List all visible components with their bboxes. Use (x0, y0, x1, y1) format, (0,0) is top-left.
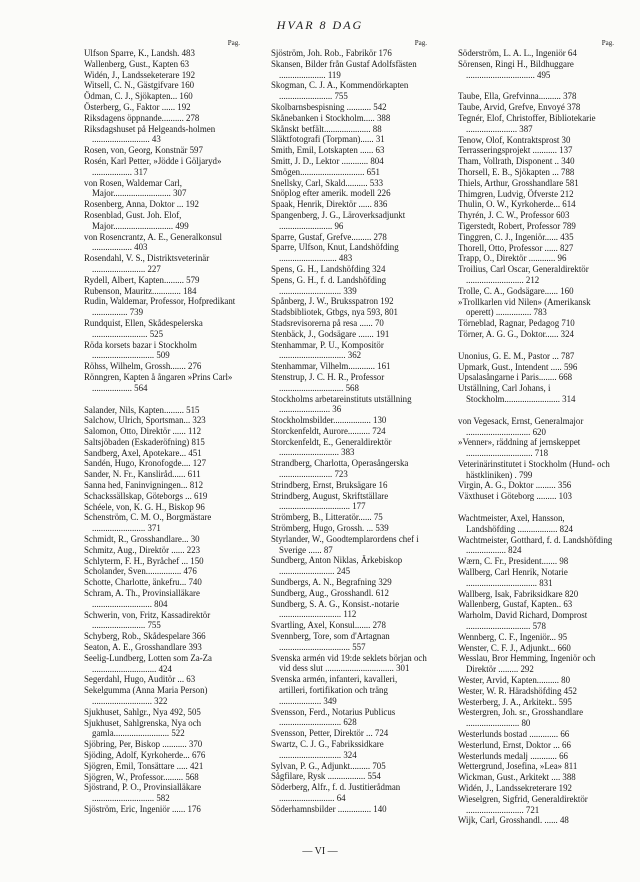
index-entry: Witsell, C. N., Gästgifvare 160 (84, 80, 195, 91)
index-entry: Taube, Ella, Grefvinna.......... 378 (458, 91, 577, 102)
page-number: — VI — (302, 846, 338, 857)
pag-label: Pag. (601, 39, 614, 47)
index-entry: Unonius, G. E. M., Pastor ... 787 (458, 350, 575, 361)
index-entry: Warholm, David Richard, Domprost ............................. 578 (458, 610, 588, 632)
index-entry: Sörensen, Ringi H., Bildhuggare ............................... 495 (458, 58, 574, 80)
index-entry: Sjögren, Emil, Tonsättare ..... 421 (84, 760, 204, 771)
index-entry: Wallberg, Carl Henrik, Notarie ................................ 831 (458, 567, 568, 588)
index-entry: Strindberg, August, Skriftställare ................................ 177 (271, 490, 389, 512)
index-entry: von Rosen, Waldemar Carl, Major.......................... 307 (84, 177, 187, 199)
index-entry: Schyberg, Rob., Skådespelare 366 (84, 631, 206, 642)
index-entry: Sjöding, Adolf, Kyrkoherde... 676 (84, 750, 206, 760)
index-entry: Sandén, Hugo, Kronofogde.... 127 (84, 458, 207, 469)
index-entry: Thimgren, Ludvig, Öfverste 212 (458, 188, 574, 199)
index-entry: von Rosencrantz, A. E., Generalkonsul .................. 403 (84, 231, 223, 253)
index-entry: Snöplog efter amerik. modell 226 (271, 188, 391, 199)
index-entry: Segerdahl, Hugo, Auditör ... 63 (84, 674, 196, 685)
index-entry: Schotte, Charlotte, änkefru... 740 (84, 577, 202, 588)
index-entry: Sundberg, S. A. G., Konsist.-notarie ............................ 112 (271, 598, 400, 620)
index-entry: Sjukhuset, Sahlgrenska, Nya och gamla......................... 522 (84, 717, 202, 739)
index-entry: Veterinärinstitutet i Stockholm (Hund- och hästkliniken) . 799 (458, 458, 610, 480)
index-entry: Strandberg, Charlotta, Operasångerska ........................ 723 (271, 458, 409, 480)
pag-label: Pag. (414, 39, 427, 47)
index-entry: Tinggren, C. J., Ingeniör...... 435 (458, 231, 574, 242)
index-entry: Växthuset i Göteborg ......... 103 (458, 491, 572, 502)
index-entry: Stenhammar, P. U., Kompositör .............................. 362 (271, 339, 384, 361)
index-entry: Westergren, Joh. sr., Grosshandlare ........................ 80 (458, 707, 584, 729)
index-entry: Sundberg, Anton Niklas, Ärkebiskop ......................... 245 (271, 555, 403, 577)
index-entry: Törneblad, Ragnar, Pedagog 710 (458, 318, 575, 329)
index-entry: Seelig-Lundberg, Lotten som Za-Za ............................. 424 (84, 652, 212, 674)
index-entry: Stenstrup, J. C. H. R., Professor ............................. 568 (271, 371, 385, 393)
index-entry: Sparre, Ulfson, Knut, Landshöfding .......................... 483 (271, 242, 399, 264)
index-entry: Thyrén, J. C. W., Professor 603 (458, 210, 570, 221)
section-gap (458, 80, 614, 91)
index-entry: Swartz, C. J. G., Fabrikssidkare ............................ 324 (271, 739, 384, 760)
index-entry: Österberg, G., Faktor ...... 192 (84, 101, 191, 112)
index-entry: Stadsbibliotek, Gtbgs, nya 593, 801 (271, 307, 398, 318)
index-entry: von Vegesack, Ernst, Generalmajor ............................. 620 (458, 415, 584, 437)
index-columns (84, 38, 614, 828)
index-entry: Tham, Vollrath, Disponent .. 340 (458, 156, 575, 167)
index-entry: Skånskt betfält..................... 88 (271, 123, 382, 134)
index-entry: »Trollkarlen vid Nilen» (Amerikansk operett) ................ 783 (458, 296, 591, 318)
index-entry: Westerberg, J. A., Arkitekt.. 595 (458, 696, 572, 707)
index-entry: Wijk, Carl, Grosshandl. ...... 48 (458, 815, 569, 826)
pag-label: Pag. (227, 39, 240, 47)
index-entry: Westerlunds bostad ............. 66 (458, 729, 570, 740)
index-entry: Salchow, Ulrich, Sportsman... 323 (84, 415, 206, 426)
index-entry: Rydell, Albert, Kapten......... 579 (84, 274, 200, 285)
index-entry: Söderström, L. A. L., Ingeniör 64 (458, 48, 577, 58)
index-entry: Sundberg, Aug., Grosshandl. 612 (271, 587, 389, 598)
index-entry: Törner, A. G. G., Doktor...... 324 (458, 328, 574, 339)
index-entry: Riksdagshuset på Helgeands-holmen .......................... 43 (84, 123, 216, 145)
index-entry: Sandberg, Axel, Apotekare... 451 (84, 447, 202, 458)
index-entry: Rundquist, Ellen, Skådespelerska ......................... 525 (84, 317, 203, 339)
index-entry: Tigerstedt, Robert, Professor 789 (458, 220, 576, 231)
index-entry: Svensson, Ferd., Notarius Publicus ............................ 628 (271, 706, 396, 728)
index-entry: Strömberg, B., Litteratör...... 75 (271, 512, 383, 523)
section-gap (458, 340, 614, 351)
index-entry: Thorell, Otto, Professor ...... 827 (458, 242, 574, 253)
index-entry: Thulin, O. W., Kyrkoherde... 614 (458, 199, 576, 210)
index-entry: Schmidt, R., Grosshandlare... 30 (84, 534, 200, 545)
index-entry: Rönngren, Kapten å ångaren »Prins Carl» .................. 564 (84, 371, 233, 393)
index-entry: Söderhamnsbilder ............... 140 (271, 803, 387, 814)
index-entry: Sjöström, Eric, Ingeniör ...... 176 (84, 803, 201, 814)
index-entry: Wieselgren, Sigfrid, Generaldirektör .......................... 721 (458, 793, 588, 815)
index-entry: Schwerin, von, Fritz, Kassadirektör ........................ 755 (84, 609, 211, 631)
index-entry: Stadsrevisorerna på resa ...... 70 (271, 317, 384, 328)
index-entry: Styrlander, W., Goodtemplarordens chef i Sverige ...... 87 (271, 533, 419, 555)
index-entry: Spens, G. H., Landshöfding 324 (271, 263, 386, 274)
index-entry: Rosendahl, V. S., Distriktsveterinär ........................ 227 (84, 253, 210, 274)
index-entry: Svenska armén vid 19:de seklets början och vid dess slut ............................... 301 (271, 652, 427, 674)
index-entry: Röda korsets bazar i Stockholm ............................ 509 (84, 339, 197, 361)
index-entry: Wallenberg, Gust., Kapten 63 (84, 58, 190, 69)
index-entry: Widén, J., Landsseketerare 192 (84, 69, 196, 80)
index-entry: Westerlunds medalj ............ 66 (458, 750, 568, 761)
index-entry: Tenow, Olof, Kontraktsprost 30 (458, 134, 571, 145)
index-entry: Sundbergs, A. N., Begrafning 329 (271, 577, 392, 588)
index-entry: Upsalasångarne i Paris........ 668 (458, 372, 573, 383)
index-entry: Svensson, Petter, Direktör ... 724 (271, 728, 389, 739)
index-entry: Rosenberg, Anna, Doktor ... 192 (84, 199, 199, 210)
index-entry: Wachtmeister, Gotthard, f. d. Landshöfding .................. 824 (458, 534, 613, 556)
index-entry: Schmitz, Aug., Direktör ...... 223 (84, 544, 201, 555)
index-entry: Westerlund, Ernst, Doktor ... 66 (458, 739, 571, 750)
index-column-1 (84, 38, 240, 828)
index-entry: Storckenfeldt, E., Generaldirektör ........................... 383 (271, 436, 392, 458)
index-entry: Salander, Nils, Kapten......... 515 (84, 404, 200, 415)
index-entry: Wærn, C. Fr., President....... 98 (458, 556, 569, 567)
index-entry: Sjöbring, Per, Biskop ........... 370 (84, 739, 203, 750)
index-entry: Wettergrund, Josefina, »Lea» 811 (458, 761, 578, 772)
index-entry: Rudin, Waldemar, Professor, Hofpredikant ................ 739 (84, 296, 236, 318)
index-entry: Stenbäck, J., Godsägare ....... 191 (271, 328, 390, 339)
index-entry: Rosén, Karl Petter, »Jödde i Göljaryd» .................. 317 (84, 155, 222, 177)
index-entry: Sjöström, Joh. Rob., Fabrikör 176 (271, 48, 392, 58)
index-entry: Sjögren, W., Professor......... 568 (84, 771, 199, 782)
index-entry: Seaton, A. E., Grosshandlare 393 (84, 642, 202, 653)
index-entry: Rosenblad, Gust. Joh. Elof, Major........................... 499 (84, 209, 189, 231)
index-entry: Smögen............................. 651 (271, 166, 380, 177)
index-entry: Wester, W. R. Häradshöfding 452 (458, 685, 577, 696)
index-entry: Rubenson, Mauritz............. 184 (84, 285, 197, 296)
index-entry: Stockholms arbetareinstituts utställning ....................... 36 (271, 393, 412, 415)
index-entry: Skansen, Bilder från Gustaf Adolfsfästen ..................... 119 (271, 58, 417, 80)
index-column-3 (458, 38, 614, 828)
index-entry: Smith, Emil, Lotskapten ...... 63 (271, 145, 385, 156)
index-entry: Schram, A. Th., Provinsialläkare ........................... 804 (84, 588, 200, 609)
index-entry: Schenström, C. M. O., Borgmästare ........................ 371 (84, 512, 212, 534)
index-entry: Spangenberg, J. G., Läroverksadjunkt ........................ 96 (271, 209, 406, 231)
index-entry: Taube, Arvid, Grefve, Envoyé 378 (458, 102, 581, 113)
index-entry: Rosen, von, Georg, Konstnär 597 (84, 145, 203, 156)
index-entry: Stockholmsbilder................. 130 (271, 415, 387, 426)
index-entry: Wennberg, C. F., Ingeniör... 95 (458, 631, 568, 642)
index-entry: Ödman, C. J., Sjökapten... 160 (84, 91, 193, 102)
index-entry: Svenska armén, infanteri, kavalleri, artilleri, fortifikation och träng ................... 349 (271, 674, 398, 706)
index-entry: Skånebanken i Stockholm..... 388 (271, 112, 391, 123)
index-entry: Saltsjöbaden (Eskaderöfning) 815 (84, 436, 205, 447)
index-entry: Släktfotografi (Torpman)...... 31 (271, 134, 385, 145)
index-entry: Smitt, J. D., Lektor ............ 804 (271, 155, 384, 166)
index-entry: Spånberg, J. W., Bruksspatron 192 (271, 296, 394, 307)
index-entry: Skogman, C. J. A., Kommendörkapten ........................ 755 (271, 80, 409, 102)
index-entry: Ulfson Sparre, K., Landsh. 483 (84, 48, 195, 58)
index-entry: Schéele, von, K. G. H., Biskop 96 (84, 501, 205, 512)
section-gap (458, 502, 614, 513)
index-entry: Schackssällskap, Göteborgs ... 619 (84, 490, 208, 501)
running-header: HVAR 8 DAG (276, 18, 364, 32)
index-entry: Thorsell, E. B., Sjökapten ... 788 (458, 166, 575, 177)
index-entry: Stenhammar, Vilhelm............ 161 (271, 361, 391, 372)
index-entry: Sjöstrand, P. O., Provinsialläkare ............................ 582 (84, 782, 202, 804)
index-entry: Svennberg, Tore, som d'Artagnan ................................ 557 (271, 631, 390, 652)
index-entry: Spaak, Henrik, Direktör ...... 836 (271, 199, 388, 210)
index-entry: Troilius, Carl Oscar, Generaldirektör .......................... 212 (458, 264, 589, 285)
index-entry: Salomon, Otto, Direktör ...... 112 (84, 426, 202, 437)
index-entry: Skolbarnsbespisning ........... 542 (271, 101, 387, 112)
index-entry: Wesslau, Bror Hemming, Ingeniör och Direktör ......... 292 (458, 653, 596, 675)
index-entry: Riksdagens öppnande.......... 278 (84, 112, 200, 123)
index-entry: »Venner», räddning af jernskeppet .............................. 718 (458, 437, 581, 459)
index-entry: Trolle, C. A., Godsägare...... 160 (458, 285, 574, 296)
index-entry: Sylvan, P. G., Adjunkt......... 705 (271, 760, 386, 771)
index-entry: Tegnér, Elof, Christoffer, Bibliotekarie ....................... 387 (458, 112, 596, 134)
index-entry: Thiels, Arthur, Grosshandlare 581 (458, 177, 579, 188)
index-entry: Wallberg, Isak, Fabriksidkare 820 (458, 588, 579, 599)
index-entry: Sekelgumma (Anna Maria Person) ........................... 322 (84, 685, 208, 707)
index-entry: Sanna hed, Faninvigningen... 812 (84, 480, 204, 491)
index-entry: Upmark, Gust., Intendent ..... 596 (458, 361, 578, 372)
section-gap (458, 405, 614, 416)
index-entry: Wester, Arvid, Kapten.......... 80 (458, 675, 571, 686)
index-entry: Utställning, Carl Johans, i Stockholm......................... 314 (458, 383, 576, 404)
column-entries (458, 48, 614, 826)
index-entry: Virgin, A. G., Doktor ......... 356 (458, 480, 572, 491)
index-entry: Spens, G. H., f. d. Landshöfding ............................ 339 (271, 274, 387, 296)
index-entry: Strindberg, Ernst, Bruksägare 16 (271, 479, 388, 490)
index-entry: Söderberg, Alfr., f. d. Justitierådman ......................... 64 (271, 782, 401, 803)
index-entry: Terrasseringsprojekt ........... 137 (458, 145, 573, 156)
index-entry: Sparre, Gustaf, Grefve......... 278 (271, 231, 387, 242)
column-entries (84, 48, 240, 815)
index-entry: Sander, N. Fr., Kansliråd...... 611 (84, 469, 201, 480)
index-entry: Widén, J., Landssekreterare 192 (458, 783, 572, 793)
index-entry: Sjukhuset, Sahlgr., Nya 492, 505 (84, 706, 201, 717)
index-entry: Strömberg, Hugo, Grossh. ... 539 (271, 523, 389, 534)
section-gap (84, 394, 240, 405)
index-entry: Röhss, Wilhelm, Grossh....... 276 (84, 361, 202, 372)
index-entry: Storckenfeldt, Aurore.......... 724 (271, 425, 386, 436)
index-column-2 (271, 38, 427, 828)
index-entry: Sågfilare, Rysk ................. 554 (271, 771, 381, 782)
index-entry: Snellsky, Carl, Skald.......... 533 (271, 177, 384, 188)
index-entry: Wachtmeister, Axel, Hansson, Landshöfding .................. 824 (458, 513, 573, 534)
index-entry: Schlyterm, F. H., Byråchef ... 150 (84, 555, 204, 566)
index-entry: Trapp, O., Direktör ............ 96 (458, 253, 567, 264)
index-entry: Svartling, Axel, Konsul....... 278 (271, 620, 386, 631)
index-entry: Wallenberg, Gustaf, Kapten.. 63 (458, 599, 573, 610)
column-entries (271, 48, 427, 815)
index-entry: Scholander, Sven................ 476 (84, 566, 197, 577)
index-entry: Wickman, Gust., Arkitekt .... 388 (458, 772, 576, 783)
index-entry: Wenster, C. F. J., Adjunkt... 660 (458, 642, 571, 653)
